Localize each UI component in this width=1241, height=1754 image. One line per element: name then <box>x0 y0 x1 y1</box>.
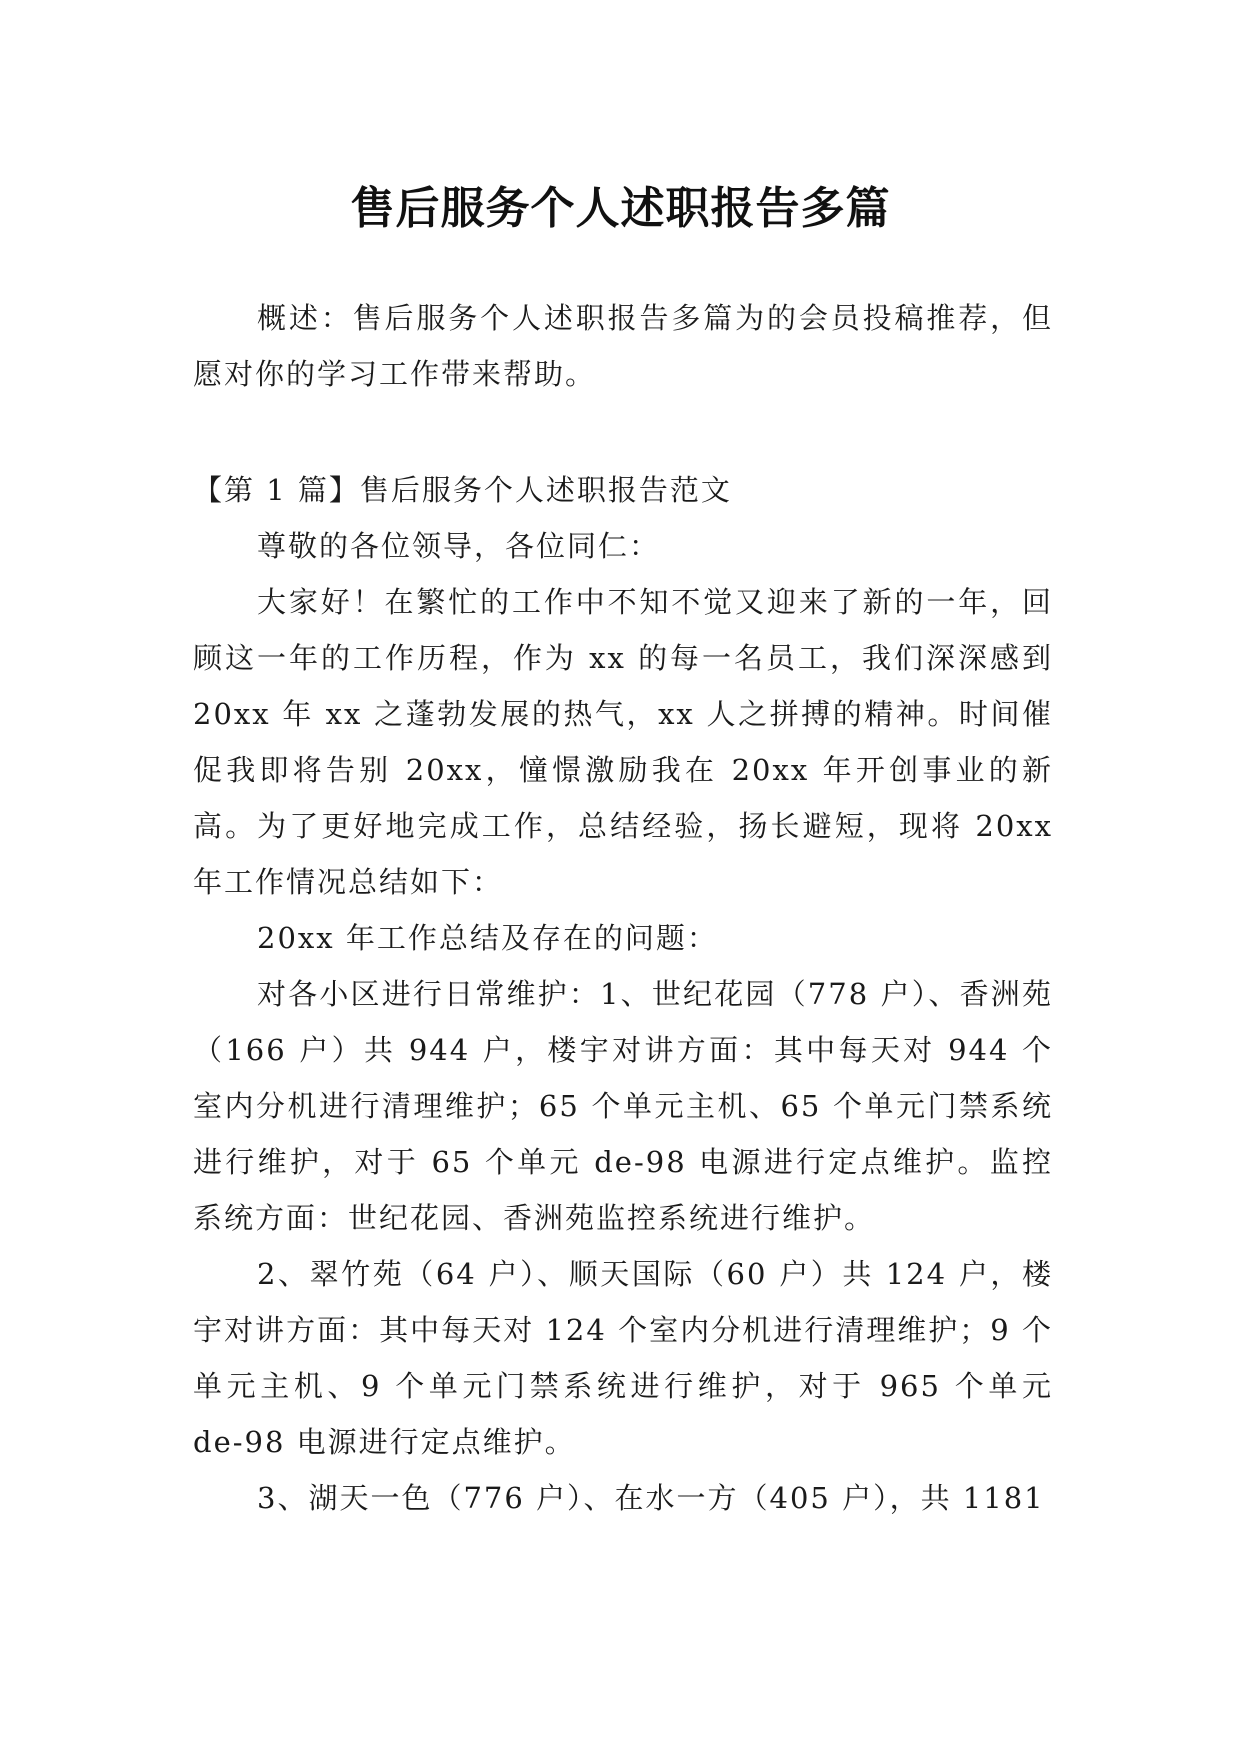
body-paragraph: 对各小区进行日常维护：1、世纪花园（778 户）、香洲苑（166 户）共 944 户，楼宇对讲方面：其中每天对 944 个室内分机进行清理维护；65 个单元主机、65 个单元门禁系统进行维护，对于 65 个单元 de-98 电源进行定点维护。监控系统方面：世纪花园、香洲苑监控系统进行维护。 <box>193 977 1053 1235</box>
document-title: 售后服务个人述职报告多篇 <box>350 183 891 235</box>
body-paragraph: 2、翠竹苑（64 户）、顺天国际（60 户）共 124 户，楼宇对讲方面：其中每天对 124 个室内分机进行清理维护；9 个单元主机、9 个单元门禁系统进行维护，对于 965 个单元 de-98 电源进行定点维护。 <box>193 1257 1053 1459</box>
section-block <box>193 462 1053 1526</box>
body-paragraph: 3、湖天一色（776 户）、在水一方（405 户），共 1181 <box>257 1481 1045 1515</box>
salutation-paragraph: 尊敬的各位领导，各位同仁： <box>257 529 661 563</box>
intro-paragraph: 概述：售后服务个人述职报告多篇为的会员投稿推荐，但愿对你的学习工作带来帮助。 <box>193 301 1053 391</box>
section-heading: 【第 1 篇】售后服务个人述职报告范文 <box>193 473 732 507</box>
body-paragraph: 20xx 年工作总结及存在的问题： <box>257 921 718 955</box>
body-paragraph: 大家好！在繁忙的工作中不知不觉又迎来了新的一年，回顾这一年的工作历程，作为 xx 的每一名员工，我们深深感到 20xx 年 xx 之蓬勃发展的热气，xx 人之拼搏的精神。时间催促我即将告别 20xx，憧憬激励我在 20xx 年开创事业的新高。为了更好地完成工作，总结经验，扬长避短，现将 20xx 年工作情况总结如下： <box>193 585 1053 899</box>
intro-block <box>193 290 1053 402</box>
